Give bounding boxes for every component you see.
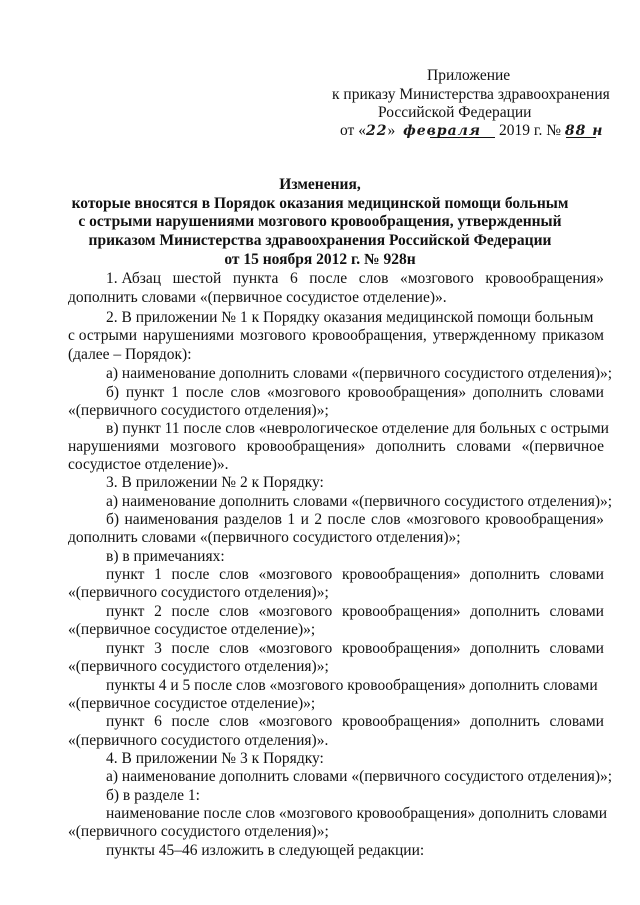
annex-order-ref: к приказу Министерства здравоохранения	[332, 86, 610, 103]
word: 2	[314, 511, 323, 528]
body-line: сосудистое отделение)».	[68, 456, 229, 473]
word: нарушениями	[68, 438, 160, 455]
body-line: «(первичное сосудистое отделение)»;	[68, 695, 316, 712]
word: слов	[370, 511, 401, 528]
word: 1	[154, 566, 162, 583]
body-line	[106, 384, 604, 402]
body-line: пункты 45–46 изложить в следующей редакции:	[106, 842, 425, 859]
word: «мозгового	[258, 713, 333, 730]
body-line	[106, 566, 604, 584]
word: кровообращения»	[485, 511, 604, 528]
word: словами	[549, 384, 604, 401]
word: разделов	[223, 511, 282, 528]
body-line	[106, 270, 604, 288]
word: после	[171, 713, 210, 730]
word: после	[171, 640, 210, 657]
word: пункт	[106, 566, 145, 583]
word: после	[171, 566, 210, 583]
word: наименование после слов «мозгового кровообращения» дополнить словами	[106, 805, 608, 822]
word: слов	[358, 270, 389, 287]
word: 2. В приложении № 1 к Порядку оказания медицинской помощи больным	[106, 309, 594, 326]
word: «мозгового	[399, 270, 474, 287]
annex-title: Приложение	[427, 67, 511, 84]
word: 2	[154, 603, 162, 620]
word: кровообращения»	[347, 384, 467, 401]
word: слов	[219, 603, 249, 620]
word: кровообращения,	[312, 327, 427, 344]
word: слов	[219, 566, 249, 583]
word: кровообращения»	[485, 270, 604, 287]
body-line: дополнить словами «(первичного сосудистого отделения)»;	[68, 529, 461, 546]
handwritten-month: февраля	[403, 123, 482, 139]
annex-country: Российской Федерации	[378, 104, 532, 121]
body-line: а) наименование дополнить словами «(первичного сосудистого отделения)»;	[106, 768, 613, 785]
word: слов	[219, 640, 249, 657]
word: после	[309, 270, 348, 287]
body-line: дополнить словами «(первичное сосудистое отделение)».	[68, 289, 447, 306]
word: пункта	[232, 270, 279, 287]
title-line: с острыми нарушениями мозгового кровообращения, утвержденный	[78, 213, 562, 230]
word: дополнить	[470, 603, 540, 620]
word: словами	[549, 603, 604, 620]
word: 1	[287, 511, 296, 528]
word: б)	[106, 511, 120, 528]
word: пункт	[106, 713, 145, 730]
date-prefix: от «	[340, 122, 366, 139]
word: 1. Абзац	[106, 270, 162, 287]
body-line: «(первичного сосудистого отделения)».	[68, 732, 329, 749]
body-line: а) наименование дополнить словами «(первичного сосудистого отделения)»;	[106, 365, 613, 382]
word: словами	[549, 713, 604, 730]
word: кровообращения»	[341, 566, 461, 583]
word: мозгового	[169, 438, 236, 455]
body-line: б) в разделе 1:	[106, 787, 200, 804]
body-line: 4. В приложении № 3 к Порядку:	[106, 750, 324, 767]
word: и	[300, 511, 309, 528]
word: мозгового	[240, 327, 307, 344]
word: с острыми	[68, 327, 138, 344]
word: утвержденному	[432, 327, 537, 344]
date-mid: »	[387, 122, 396, 139]
word: дополнить	[470, 640, 540, 657]
word: дополнить	[472, 384, 543, 401]
year-text: 2019 г. №	[499, 122, 562, 139]
body-line	[106, 713, 604, 731]
body-line: 3. В приложении № 2 к Порядку:	[106, 474, 324, 491]
word: «мозгового	[258, 603, 333, 620]
word: «мозгового	[258, 640, 333, 657]
word: дополнить	[376, 438, 446, 455]
body-line: в) в примечаниях:	[106, 548, 225, 565]
body-line: «(первичное сосудистое отделение)»;	[68, 621, 316, 638]
body-line: (далее – Порядок):	[68, 346, 192, 363]
body-line: «(первичного сосудистого отделения)»;	[68, 402, 329, 419]
title-line: которые вносятся в Порядок оказания медицинской помощи больным	[71, 195, 569, 212]
date-underline	[430, 137, 495, 138]
word: пункты 4 и 5 после слов «мозгового кровообращения» дополнить словами	[106, 677, 598, 694]
handwritten-day: 22	[365, 123, 388, 139]
word: пункт	[106, 640, 145, 657]
word: после	[185, 384, 224, 401]
body-line: «(первичного сосудистого отделения)»;	[68, 823, 329, 840]
body-line	[106, 420, 609, 438]
title-line: от 15 ноября 2012 г. № 928н	[224, 251, 416, 268]
body-line	[68, 438, 604, 456]
body-line	[68, 327, 604, 345]
word: «мозгового	[258, 566, 333, 583]
word: 3	[154, 640, 162, 657]
handwritten-number: 88 н	[564, 123, 604, 139]
word: после	[327, 511, 366, 528]
number-underline	[566, 137, 596, 138]
word: кровообращения»	[341, 640, 461, 657]
body-line: «(первичного сосудистого отделения)»;	[68, 658, 329, 675]
word: нарушениями	[142, 327, 235, 344]
word: после	[171, 603, 210, 620]
word: 6	[289, 270, 298, 287]
body-line	[106, 640, 604, 658]
body-line: а) наименование дополнить словами «(первичного сосудистого отделения)»;	[106, 493, 613, 510]
word: дополнить	[470, 566, 540, 583]
word: кровообращения»	[341, 603, 461, 620]
body-line	[106, 677, 604, 695]
word: слов	[219, 713, 249, 730]
word: дополнить	[470, 713, 540, 730]
word: словами	[456, 438, 511, 455]
body-line	[106, 511, 604, 529]
word: «мозгового	[406, 511, 480, 528]
word: словами	[549, 640, 604, 657]
word: слов	[230, 384, 261, 401]
body-line	[106, 805, 608, 823]
word: кровообращения»	[246, 438, 366, 455]
word: 1	[171, 384, 179, 401]
title-line: Изменения,	[279, 176, 361, 193]
word: кровообращения»	[341, 713, 461, 730]
word: б)	[106, 384, 120, 401]
word: приказом	[542, 327, 604, 344]
word: «мозгового	[266, 384, 341, 401]
word: «(первичное	[521, 438, 604, 455]
word: пункт	[125, 384, 165, 401]
word: в) пункт 11 после слов «неврологическое отделение для больных с острыми	[106, 420, 609, 437]
body-line	[106, 309, 604, 327]
word: шестой	[172, 270, 222, 287]
word: пункт	[106, 603, 145, 620]
title-line: приказом Министерства здравоохранения Российской Федерации	[88, 232, 552, 249]
word: 6	[154, 713, 162, 730]
word: наименования	[124, 511, 219, 528]
word: словами	[549, 566, 604, 583]
body-line: «(первичного сосудистого отделения)»;	[68, 584, 329, 601]
body-line	[106, 603, 604, 621]
